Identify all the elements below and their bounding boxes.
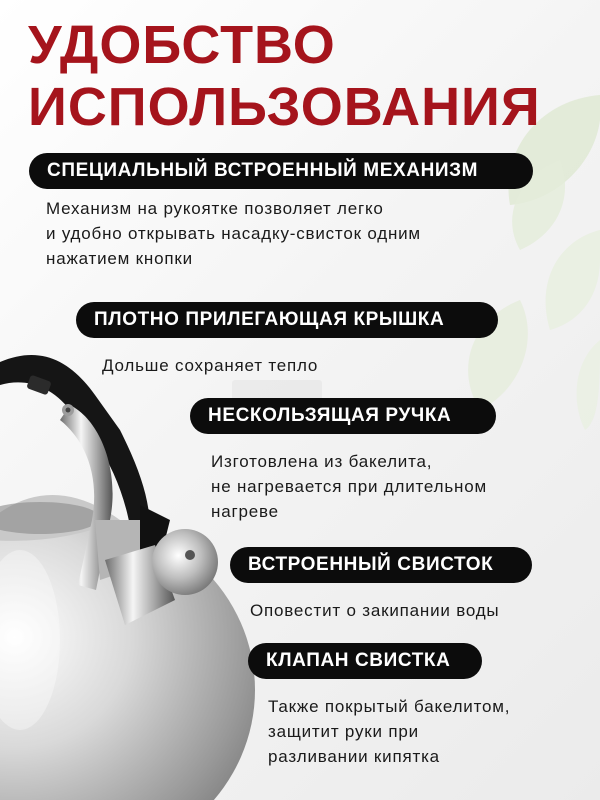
description-line: Механизм на рукоятке позволяет легко bbox=[46, 199, 384, 218]
feature-heading-valve: КЛАПАН СВИСТКА bbox=[248, 643, 482, 679]
feature-heading-whistle: ВСТРОЕННЫЙ СВИСТОК bbox=[230, 547, 532, 583]
title-line-2: ИСПОЛЬЗОВАНИЯ bbox=[28, 77, 541, 137]
description-line: разливании кипятка bbox=[268, 747, 440, 766]
description-line: и удобно открывать насадку-свисток одним bbox=[46, 224, 421, 243]
page-title bbox=[28, 14, 541, 138]
feature-heading-handle: НЕСКОЛЬЗЯЩАЯ РУЧКА bbox=[190, 398, 496, 434]
feature-description-valve bbox=[268, 694, 510, 769]
title-line-1: УДОБСТВО bbox=[28, 15, 336, 75]
feature-description-handle bbox=[211, 449, 487, 524]
description-line: Дольше сохраняет тепло bbox=[102, 356, 319, 375]
feature-description-whistle bbox=[250, 598, 499, 623]
feature-heading-mechanism: СПЕЦИАЛЬНЫЙ ВСТРОЕННЫЙ МЕХАНИЗМ bbox=[29, 153, 533, 189]
description-line: не нагревается при длительном bbox=[211, 477, 487, 496]
description-line: Оповестит о закипании воды bbox=[250, 601, 500, 620]
description-line: нагреве bbox=[211, 502, 279, 521]
description-line: нажатием кнопки bbox=[46, 249, 193, 268]
description-line: Изготовлена из бакелита, bbox=[211, 452, 433, 471]
feature-heading-lid: ПЛОТНО ПРИЛЕГАЮЩАЯ КРЫШКА bbox=[76, 302, 498, 338]
description-line: Также покрытый бакелитом, bbox=[268, 697, 511, 716]
description-line: защитит руки при bbox=[268, 722, 419, 741]
feature-description-mechanism bbox=[46, 196, 421, 271]
feature-description-lid bbox=[102, 353, 318, 378]
